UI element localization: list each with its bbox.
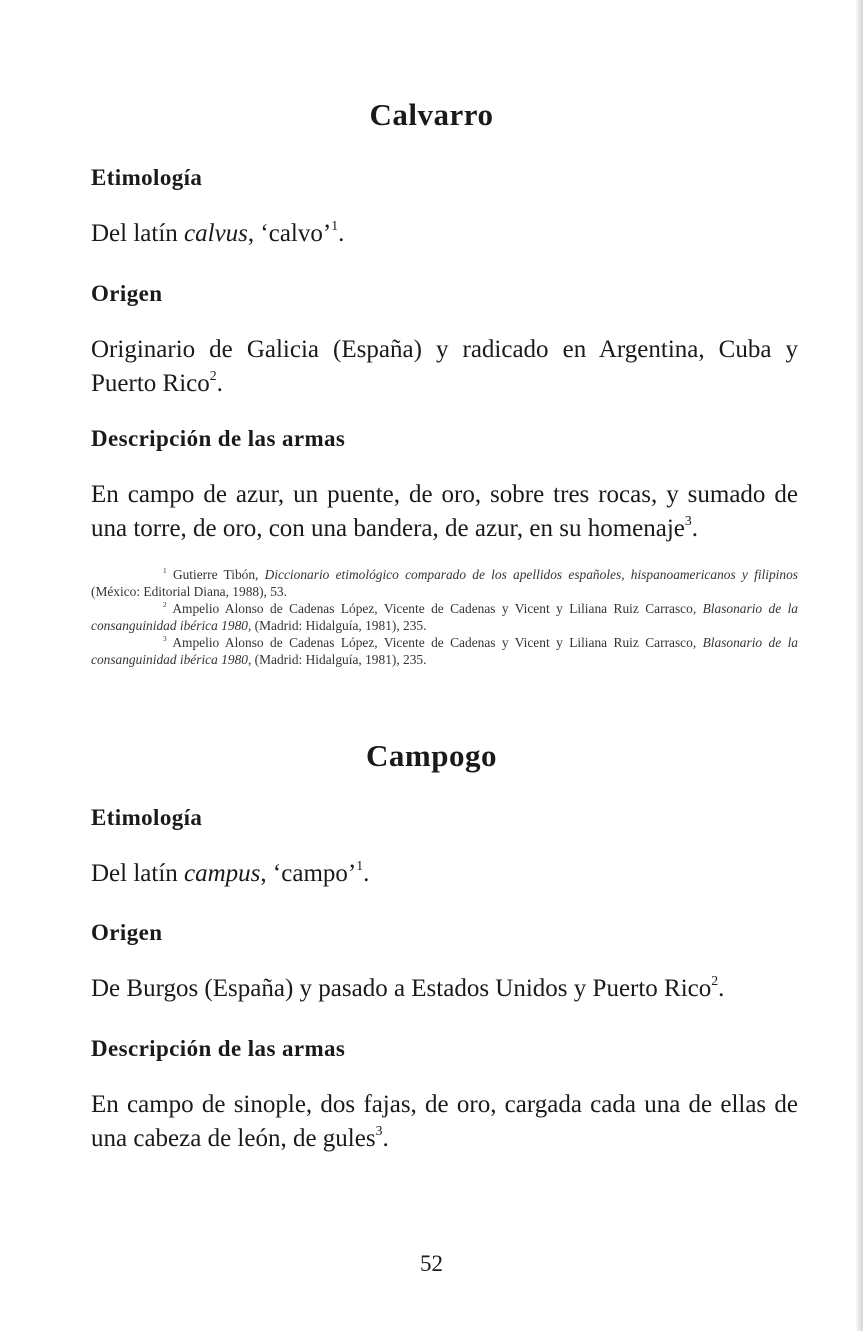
heading-armas-calvarro: Descripción de las armas xyxy=(91,426,346,451)
footnote-ref: 1 xyxy=(356,858,364,874)
heading-armas-campogo: Descripción de las armas xyxy=(91,1036,346,1061)
footnote-work: Blasonario de la consanguinidad ibérica 1980 xyxy=(91,635,798,667)
sentence-end: . xyxy=(718,975,725,1002)
heading-etimologia-calvarro: Etimología xyxy=(91,165,203,190)
sentence-end: . xyxy=(338,220,345,247)
armas-body: En campo de sinople, dos fajas, de oro, cargada cada una de ellas de una cabeza de león, de gules xyxy=(91,1091,798,1152)
footnote-number: 3 xyxy=(163,633,167,643)
page-number: 52 xyxy=(420,1251,443,1276)
footnote-work: Blasonario de la consanguinidad ibérica 1980 xyxy=(91,601,798,633)
etimologia-text-calvarro xyxy=(91,217,798,251)
etimologia-text-campogo xyxy=(91,857,798,891)
origen-text-campogo xyxy=(91,972,798,1006)
etimologia-prefix: Del latín xyxy=(91,220,185,247)
page-edge-shadow xyxy=(855,0,863,1331)
sentence-end: . xyxy=(363,860,370,887)
footnote-number: 1 xyxy=(163,565,167,575)
armas-text-calvarro xyxy=(91,478,798,546)
origen-body: Originario de Galicia (España) y radicado en Argentina, Cuba y Puerto Rico xyxy=(91,336,798,397)
armas-text-campogo xyxy=(91,1088,798,1156)
footnote-author: Ampelio Alonso de Cadenas López, Vicente de Cadenas y Vicent y Liliana Ruiz Carrasco, xyxy=(172,635,703,650)
etimologia-suffix: , ‘campo’ xyxy=(260,860,357,887)
footnote-3 xyxy=(91,634,798,668)
etimologia-term: calvus xyxy=(184,220,248,247)
footnote-work: Diccionario etimológico comparado de los apellidos españoles, hispanoamericanos y filipinos xyxy=(264,567,798,582)
footnote-number: 2 xyxy=(163,599,167,609)
footnote-author: Gutierre Tibón, xyxy=(172,567,265,582)
origen-body: De Burgos (España) y pasado a Estados Unidos y Puerto Rico xyxy=(91,975,712,1002)
footnote-ref: 3 xyxy=(684,513,692,529)
sentence-end: . xyxy=(216,370,223,397)
heading-origen-calvarro: Origen xyxy=(91,281,163,306)
heading-origen-campogo: Origen xyxy=(91,920,163,945)
etimologia-prefix: Del latín xyxy=(91,860,185,887)
footnote-author: Ampelio Alonso de Cadenas López, Vicente de Cadenas y Vicent y Liliana Ruiz Carrasco, xyxy=(172,601,703,616)
heading-etimologia-campogo: Etimología xyxy=(91,805,203,830)
footnotes-calvarro xyxy=(91,566,798,668)
armas-body: En campo de azur, un puente, de oro, sobre tres rocas, y sumado de una torre, de oro, con una bandera, de azur, en su homenaje xyxy=(91,481,798,542)
footnote-ref: 3 xyxy=(375,1123,383,1139)
footnote-publication: (México: Editorial Diana, 1988), 53. xyxy=(91,584,287,599)
footnote-ref: 2 xyxy=(209,368,217,384)
sentence-end: . xyxy=(691,515,699,542)
etimologia-term: campus xyxy=(184,860,261,887)
footnote-publication: , (Madrid: Hidalguía, 1981), 235. xyxy=(247,618,427,633)
footnote-ref: 2 xyxy=(711,973,719,989)
entry-title-campogo: Campogo xyxy=(366,738,497,773)
origen-text-calvarro xyxy=(91,333,798,401)
sentence-end: . xyxy=(382,1125,389,1152)
footnote-2 xyxy=(91,600,798,634)
etimologia-suffix: , ‘calvo’ xyxy=(247,220,332,247)
footnote-1 xyxy=(91,566,798,600)
entry-title-calvarro: Calvarro xyxy=(369,97,494,132)
footnote-ref: 1 xyxy=(331,218,339,234)
footnote-publication: , (Madrid: Hidalguía, 1981), 235. xyxy=(247,652,427,667)
